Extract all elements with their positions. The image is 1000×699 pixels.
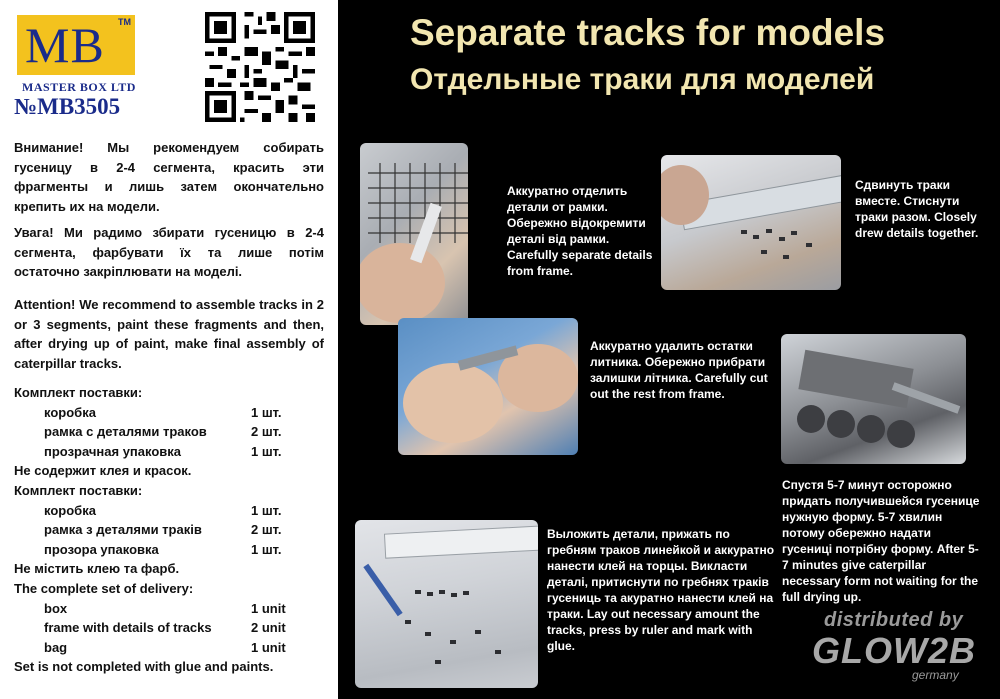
kit-header-ua: Комплект поставки:	[14, 482, 143, 498]
logo-letters: MB	[25, 17, 105, 73]
step-caption-glue: Выложить детали, прижать по гребням траков линейкой и аккуратно нанести клей на торцы. Викласти деталі, притиснути по гребнях траків гусениць та акуратно нанести клей на траки. Lay out necessary amount the tracks, press by ruler and mark with glue.	[547, 527, 775, 653]
trademark: TM	[118, 17, 131, 27]
step-photo-shape-track	[781, 334, 966, 464]
step-caption-push: Сдвинуть траки вместе. Стиснути траки разом. Closely drew details together.	[855, 178, 979, 240]
list-item: frame with details of tracks 2 unit	[44, 620, 286, 636]
list-item: коробка 1 шт.	[44, 502, 282, 518]
list-item: прозора упаковка 1 шт.	[44, 541, 282, 557]
list-item: рамка с деталями траков 2 шт.	[44, 424, 282, 440]
step-photo-glue-tracks	[355, 520, 538, 688]
qr-code-icon	[205, 12, 315, 122]
note-ru: Внимание! Мы рекомендуем собирать гусеницу в 2-4 сегмента, красить эти фрагменты и лишь затем окончательно крепить их на модели.	[14, 140, 324, 214]
list-item: коробка 1 шт.	[44, 404, 282, 420]
step-caption-shape: Спустя 5-7 минут осторожно придать получившейся гусенице нужную форму. 5-7 хвилин потому обережно надати гусениці потрібну форму. After 5-7 minutes give caterpillar necessary form not waiting for the full drying up.	[782, 478, 980, 604]
step-photo-cut-from-frame	[360, 143, 468, 325]
distributor-watermark-country: germany	[912, 668, 959, 682]
distributor-watermark-logo: GLOW2B	[812, 630, 976, 671]
distributor-watermark-line1: distributed by	[824, 609, 964, 631]
kit-contents	[14, 383, 334, 677]
product-number: №MB3505	[14, 94, 121, 119]
kit-note-en: Set is not completed with glue and paints.	[14, 659, 274, 675]
kit-note-ru: Не содержит клея и красок.	[14, 463, 192, 479]
list-item: рамка з деталями траків 2 шт.	[44, 522, 282, 538]
step-caption-trim: Аккуратно удалить остатки литника. Обережно прибрати залишки літника. Carefully cut out the rest from frame.	[590, 339, 768, 401]
title-en: Separate tracks for models	[410, 12, 886, 53]
step-caption-separate: Аккуратно отделить детали от рамки. Обережно відокремити деталі від рамки. Carefully separate details from frame.	[507, 184, 653, 278]
note-ua: Увага! Ми радимо збирати гусеницю в 2-4 сегмента, фарбувати їх та лише потім остаточно закріплювати на моделі.	[14, 225, 324, 279]
kit-header-en: The complete set of delivery:	[14, 580, 194, 596]
step-photo-push-together	[661, 155, 841, 290]
note-en: Attention! We recommend to assemble tracks in 2 or 3 segments, paint these fragments and then, after drying up of paint, make final assembly of caterpillar tracks.	[14, 297, 324, 371]
title-ru: Отдельные траки для моделей	[410, 63, 875, 96]
step-photo-trim-sprue	[398, 318, 578, 455]
instructions-panel	[0, 0, 338, 699]
kit-note-ua: Не містить клею та фарб.	[14, 561, 180, 577]
list-item: прозрачная упаковка 1 шт.	[44, 443, 282, 459]
mb-logo	[17, 15, 135, 75]
list-item: bag 1 unit	[44, 639, 286, 655]
kit-header-ru: Комплект поставки:	[14, 385, 143, 400]
company-name: MASTER BOX LTD	[22, 80, 136, 94]
list-item: box 1 unit	[44, 600, 286, 616]
